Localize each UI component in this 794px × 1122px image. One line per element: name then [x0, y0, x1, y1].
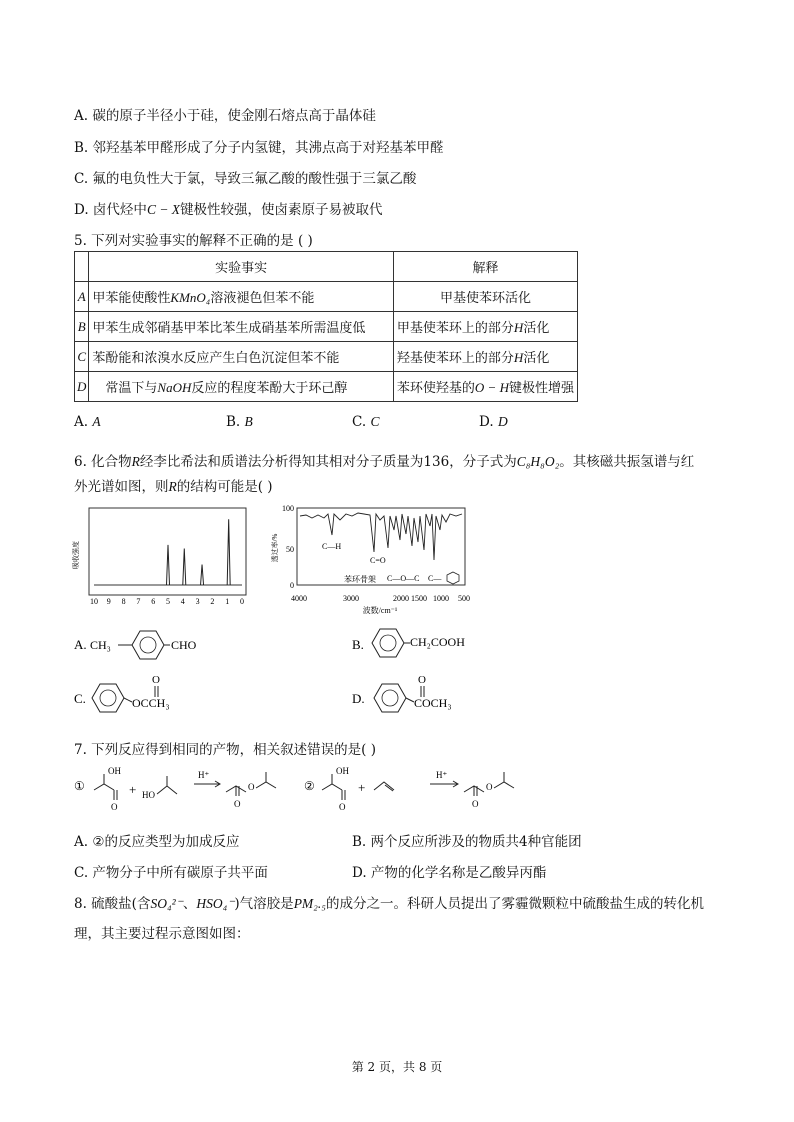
q6-option-d — [348, 672, 528, 722]
row-explanation: 甲基使苯环上的部分H活化 — [393, 312, 577, 342]
nmr-tick-label: 6 — [151, 597, 156, 606]
benzene-ring-icon — [92, 684, 124, 712]
nmr-tick-label: 7 — [136, 597, 141, 606]
q7-option-a: A. ②的反应类型为加成反应 — [74, 834, 240, 850]
nmr-tick-label: 3 — [195, 597, 200, 606]
table-header-row — [75, 252, 578, 282]
nmr-peak — [183, 549, 186, 586]
q4-option-d — [74, 198, 383, 218]
nmr-tick-label: 0 — [240, 597, 244, 606]
formula-group: OCCH₃ — [132, 696, 170, 710]
ir-label-coc: C—O—C — [387, 574, 420, 583]
hydroxyl-label: OH — [108, 766, 121, 776]
nmr-tick-label: 4 — [180, 597, 185, 606]
formula-group: COCH₃ — [414, 696, 452, 710]
row-label: B — [75, 312, 89, 342]
q4-option-a: A. 碳的原子半径小于硅，使金刚石熔点高于晶体硅 — [74, 108, 376, 124]
reaction-number: ① — [74, 779, 85, 793]
q6-option-a — [74, 626, 244, 664]
q6-stem-line1: 6. 化合物R经李比希法和质谱法分析得知其相对分子质量为136，分子式为C₈H₈O₂。其核磁共振氢谱与红 — [74, 454, 695, 470]
q5-option-c: C. C — [352, 414, 380, 430]
catalyst-label: H⁺ — [436, 770, 448, 780]
ir-ytick: 100 — [282, 504, 294, 513]
ir-label-ch: C—H — [322, 542, 342, 551]
hydroxyl-label: HO — [142, 790, 155, 800]
table-row — [75, 372, 578, 402]
nmr-peaks — [167, 519, 231, 585]
ir-xlabel: 波数/cm⁻¹ — [362, 606, 398, 615]
q5-table — [74, 251, 578, 402]
q4-option-d-post: 键极性较强，使卤素原子易被取代 — [180, 202, 383, 218]
q7-option-b: B. 两个反应所涉及的物质共4种官能团 — [352, 834, 582, 850]
ir-xtick: 4000 — [291, 594, 307, 603]
oxygen-label: O — [234, 799, 241, 809]
ir-ylabel: 透过率/% — [271, 533, 279, 563]
row-explanation: 甲基使苯环活化 — [393, 282, 577, 312]
q8-line1: 8. 硫酸盐(含SO₄²⁻、HSO₄⁻)气溶胶是PM₂.₅的成分之一。科研人员提出了雾霾微颗粒中硫酸盐生成的转化机 — [74, 896, 704, 912]
oxygen-label: O — [111, 802, 118, 812]
carbonyl-o: O — [418, 674, 426, 686]
plus-sign: + — [358, 780, 366, 795]
formula-group: CHO — [171, 638, 197, 652]
row-explanation: 苯环使羟基的O − H键极性增强 — [393, 372, 577, 402]
nmr-peak — [167, 545, 170, 585]
ir-ytick: 0 — [290, 581, 294, 590]
q4-option-d-math: C − X — [146, 202, 181, 217]
ir-ytick: 50 — [286, 545, 294, 554]
q7-option-c: C. 产物分子中所有碳原子共平面 — [74, 865, 268, 881]
row-fact: 甲苯生成邻硝基甲苯比苯生成硝基苯所需温度低 — [89, 312, 394, 342]
benzene-ring-icon — [372, 629, 404, 657]
table-cell — [75, 252, 89, 282]
ir-label-c-ring: C— — [428, 574, 442, 583]
table-header-explanation: 解释 — [393, 252, 577, 282]
benzene-ring-icon — [374, 684, 406, 712]
benzene-ring-icon — [132, 631, 164, 659]
q4-option-d-pre: D. 卤代烃中 — [74, 202, 147, 218]
q8-line2: 理，其主要过程示意图如图： — [74, 926, 250, 942]
ir-xtick: 500 — [458, 594, 470, 603]
ir-xtick: 3000 — [343, 594, 359, 603]
ir-xtick: 1500 — [411, 594, 427, 603]
ir-spectrum — [270, 500, 480, 620]
option-label: B. — [352, 637, 364, 652]
table-header-fact: 实验事实 — [89, 252, 394, 282]
formula-group: CH₃ — [90, 638, 111, 652]
ir-xtick: 1000 — [433, 594, 449, 603]
nmr-tick-label: 2 — [210, 597, 215, 606]
row-label: C — [75, 342, 89, 372]
row-fact: 甲苯能使酸性KMnO₄溶液褪色但苯不能 — [89, 282, 394, 312]
row-label: D — [75, 372, 89, 402]
formula-group: CH₂COOH — [410, 635, 465, 649]
q6-option-c — [70, 672, 250, 722]
nmr-spectrum — [70, 500, 270, 610]
nmr-tick-label: 8 — [121, 597, 126, 606]
row-fact: 常温下与NaOH反应的程度苯酚大于环己醇 — [89, 372, 394, 402]
row-fact: 苯酚能和浓溴水反应产生白色沉淀但苯不能 — [89, 342, 394, 372]
table-row — [75, 282, 578, 312]
q6-option-b — [352, 624, 532, 664]
row-label: A — [75, 282, 89, 312]
ir-trace — [300, 513, 462, 560]
oxygen-label: O — [248, 782, 255, 792]
nmr-peak — [201, 565, 204, 585]
q5-option-a: A. A — [74, 414, 101, 430]
q5-option-b: B. B — [226, 414, 253, 430]
ir-label-ring: 苯环骨架 — [344, 575, 376, 584]
q5-stem: 5. 下列对实验事实的解释不正确的是 ( ) — [74, 233, 313, 249]
nmr-peak — [227, 519, 230, 585]
hydroxyl-label: OH — [336, 766, 349, 776]
table-row — [75, 312, 578, 342]
nmr-tick-label: 5 — [166, 597, 170, 606]
q7-option-d: D. 产物的化学名称是乙酸异丙酯 — [352, 865, 547, 881]
nmr-tick-label: 10 — [90, 597, 98, 606]
q5-option-d: D. D — [479, 414, 508, 430]
ir-xtick: 2000 — [393, 594, 409, 603]
page-footer: 第 2 页，共 8 页 — [351, 1060, 443, 1074]
nmr-ylabel: 吸收强度 — [72, 541, 80, 569]
q6-stem-line2: 外光谱如图，则R的结构可能是( ) — [74, 479, 273, 495]
reaction-number: ② — [304, 779, 315, 793]
nmr-ticks — [90, 597, 244, 606]
oxygen-label: O — [339, 802, 346, 812]
q7-reactions — [74, 762, 544, 822]
row-explanation: 羟基使苯环上的部分H活化 — [393, 342, 577, 372]
oxygen-label: O — [472, 799, 479, 809]
table-row — [75, 342, 578, 372]
nmr-tick-label: 1 — [225, 597, 230, 606]
carbonyl-o: O — [152, 674, 160, 686]
q7-stem: 7. 下列反应得到相同的产物，相关叙述错误的是( ) — [74, 742, 376, 758]
oxygen-label: O — [486, 782, 493, 792]
benzene-ring-icon — [447, 572, 459, 584]
option-label: A. — [74, 637, 87, 652]
plus-sign: + — [129, 782, 137, 797]
ir-label-co: C=O — [370, 556, 386, 565]
option-label: D. — [352, 691, 365, 706]
option-label: C. — [74, 691, 86, 706]
q4-option-c: C. 氟的电负性大于氯，导致三氟乙酸的酸性强于三氯乙酸 — [74, 171, 417, 187]
catalyst-label: H⁺ — [198, 770, 210, 780]
q4-option-b: B. 邻羟基苯甲醛形成了分子内氢键，其沸点高于对羟基苯甲醛 — [74, 140, 444, 156]
nmr-tick-label: 9 — [106, 597, 111, 606]
